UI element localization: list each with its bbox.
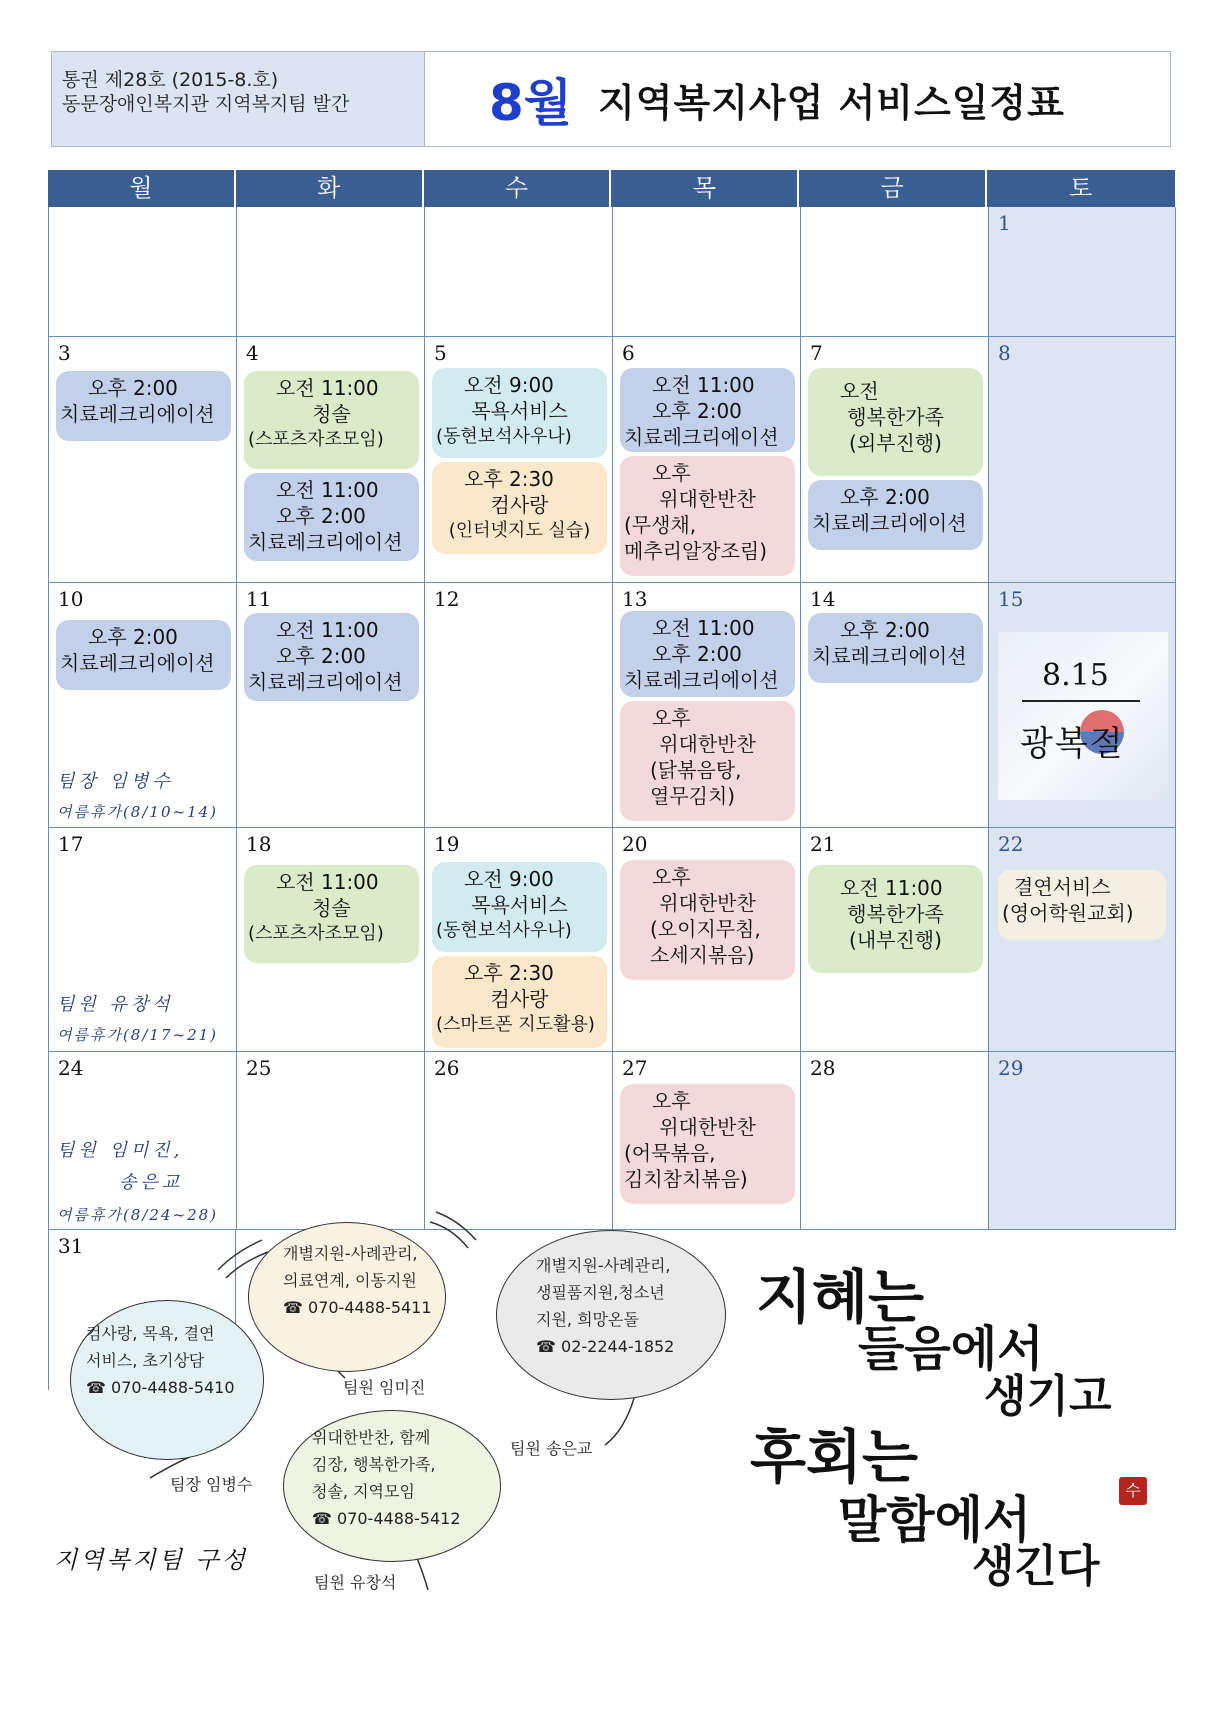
day-cell-12 (425, 583, 613, 828)
event-time: 오후 2:00 (88, 376, 178, 400)
week-row-3 (48, 583, 1175, 828)
team-section-title: 지역복지팀 구성 (54, 1546, 248, 1574)
event-detail: (내부진행) (849, 928, 942, 952)
day-number: 8 (998, 341, 1011, 365)
phone-number: ☎ 070-4488-5410 (86, 1378, 235, 1397)
duty-line: 개별지원-사례관리, (283, 1244, 418, 1263)
team-lead-caption: 팀장 임병수 (170, 1475, 253, 1494)
newsletter-header (51, 51, 1171, 147)
week-row-4 (48, 828, 1175, 1052)
vacation-name: 팀장 임병수 (57, 771, 174, 792)
day-number: 12 (434, 587, 460, 611)
event-time: 오전 9:00 (464, 867, 554, 891)
divider (1022, 700, 1140, 702)
event-title: 위대한반찬 (659, 732, 756, 756)
day-number: 31 (58, 1234, 84, 1258)
event-detail: (스포츠자조모임) (248, 429, 384, 450)
event-detail: (영어학원교회) (1002, 901, 1134, 925)
callig-line-2: 들음에서 (858, 1321, 1044, 1377)
event-rec-therapy (56, 620, 231, 690)
day-number: 22 (998, 832, 1024, 856)
event-detail: (어묵볶음, (624, 1141, 716, 1165)
event-title: 목욕서비스 (471, 399, 568, 423)
day-cell-4 (237, 337, 425, 583)
schedule-calendar (48, 170, 1175, 1390)
duty-line: 의료연계, 이동지원 (283, 1271, 417, 1290)
event-cheongsol (244, 371, 419, 469)
weekday-sat: 토 (987, 170, 1175, 207)
event-rec-therapy (620, 611, 795, 697)
event-title: 행복한가족 (847, 902, 944, 926)
day-number: 24 (58, 1056, 84, 1080)
duty-line: 위대한반찬, 함께 (312, 1428, 431, 1447)
callig-line-3: 생기고 (984, 1371, 1112, 1422)
duty-line: 생필품지원,청소년 (536, 1283, 665, 1302)
event-time: 오후 2:00 (652, 642, 742, 666)
event-detail: (스마트폰 지도활용) (436, 1014, 595, 1035)
day-cell-8 (989, 337, 1176, 583)
event-bath-service (432, 862, 607, 952)
day-cell-29 (989, 1052, 1176, 1230)
event-detail: (스포츠자조모임) (248, 923, 384, 944)
day-number: 5 (434, 341, 447, 365)
event-title: 치료레크리에이션 (248, 530, 403, 554)
event-title: 치료레크리에이션 (812, 644, 967, 668)
event-happy-family (808, 865, 983, 973)
event-rec-therapy (620, 368, 795, 452)
day-cell-27 (613, 1052, 801, 1230)
holiday-date: 8.15 (1042, 658, 1109, 693)
day-number: 27 (622, 1056, 648, 1080)
weekday-thu: 목 (611, 170, 799, 207)
duty-line: 청솔, 지역모임 (312, 1482, 415, 1501)
day-cell-1 (989, 207, 1176, 337)
day-number: 10 (58, 587, 84, 611)
title-block (424, 52, 1170, 146)
duty-line: 지원, 희망온돌 (536, 1310, 639, 1329)
day-cell-28 (801, 1052, 989, 1230)
day-number: 20 (622, 832, 648, 856)
day-number: 18 (246, 832, 272, 856)
event-time: 오전 11:00 (276, 478, 379, 502)
event-detail: (동현보석사우나) (436, 920, 572, 941)
event-title: 치료레크리에이션 (812, 511, 967, 535)
event-sponsorship (998, 870, 1166, 940)
day-cell-empty (49, 207, 237, 337)
day-number: 17 (58, 832, 84, 856)
liberation-day-image (998, 632, 1168, 800)
day-cell-19 (425, 828, 613, 1052)
day-number: 28 (810, 1056, 836, 1080)
member-2-duties (312, 1424, 461, 1532)
day-number: 3 (58, 341, 71, 365)
week-row-5 (48, 1052, 1175, 1230)
event-computer-class (432, 462, 607, 554)
event-title: 치료레크리에이션 (60, 402, 215, 426)
event-side-dish (620, 1084, 795, 1204)
phone-number: ☎ 070-4488-5411 (283, 1298, 432, 1317)
event-title: 치료레크리에이션 (60, 651, 215, 675)
event-title: 치료레크리에이션 (248, 670, 403, 694)
day-cell-14 (801, 583, 989, 828)
day-cell-3 (49, 337, 237, 583)
event-time: 오후 2:00 (276, 644, 366, 668)
day-number-holiday: 15 (998, 587, 1024, 611)
day-cell-7 (801, 337, 989, 583)
vacation-name: 팀원 유창석 (57, 994, 174, 1015)
week-row-2 (48, 337, 1175, 583)
event-time: 오전 11:00 (652, 616, 755, 640)
event-title: 치료레크리에이션 (624, 668, 779, 692)
event-detail: (오이지무침, (650, 917, 761, 941)
event-detail: 메추리알장조림) (624, 539, 768, 563)
weekday-wed: 수 (424, 170, 612, 207)
event-time: 오후 (652, 461, 691, 485)
week-row-1 (48, 207, 1175, 337)
weekday-mon: 월 (48, 170, 236, 207)
duty-line: 서비스, 초기상담 (86, 1351, 205, 1370)
event-time: 오전 11:00 (652, 373, 755, 397)
day-number: 7 (810, 341, 823, 365)
event-time: 오전 11:00 (276, 618, 379, 642)
day-number: 21 (810, 832, 836, 856)
day-number: 19 (434, 832, 460, 856)
event-happy-family (808, 368, 983, 476)
vacation-name: 송은교 (119, 1172, 184, 1193)
callig-line-6: 생긴다 (972, 1541, 1100, 1592)
event-computer-class (432, 956, 607, 1048)
event-title: 위대한반찬 (659, 891, 756, 915)
event-bath-service (432, 368, 607, 458)
holiday-name: 광복절 (1020, 724, 1125, 764)
event-rec-therapy (56, 371, 231, 441)
event-time: 오후 2:30 (464, 961, 554, 985)
phone-number: ☎ 02-2244-1852 (536, 1337, 675, 1356)
event-detail: 소세지볶음) (650, 943, 755, 967)
day-number: 1 (998, 211, 1011, 235)
day-number: 6 (622, 341, 635, 365)
event-title: 목욕서비스 (471, 893, 568, 917)
day-cell-empty (425, 207, 613, 337)
day-cell-25 (237, 1052, 425, 1230)
event-title: 컴사랑 (490, 987, 549, 1011)
member-2-caption: 팀원 유창석 (314, 1573, 397, 1592)
event-time: 오후 2:00 (840, 485, 930, 509)
weekday-fri: 금 (799, 170, 987, 207)
month-label: 8월 (489, 74, 573, 132)
event-title: 청솔 (312, 896, 351, 920)
event-time: 오후 (652, 1089, 691, 1113)
day-cell-21 (801, 828, 989, 1052)
day-cell-10 (49, 583, 237, 828)
callig-line-1: 지혜는 (756, 1263, 925, 1331)
event-time: 오후 2:00 (276, 504, 366, 528)
day-cell-17 (49, 828, 237, 1052)
event-detail: (무생채, (624, 513, 697, 537)
day-cell-empty (801, 207, 989, 337)
event-time: 오전 9:00 (464, 373, 554, 397)
day-number: 11 (246, 587, 272, 611)
day-cell-15 (989, 583, 1176, 828)
day-cell-empty (237, 207, 425, 337)
event-time: 오전 11:00 (276, 870, 379, 894)
event-title: 컴사랑 (490, 493, 549, 517)
day-cell-13 (613, 583, 801, 828)
issue-number: 통권 제28호 (2015-8.호) (62, 69, 279, 91)
day-number: 14 (810, 587, 836, 611)
event-rec-therapy (244, 613, 419, 701)
day-cell-empty (613, 207, 801, 337)
event-time: 오후 2:00 (840, 618, 930, 642)
event-time: 오후 (652, 865, 691, 889)
day-number: 26 (434, 1056, 460, 1080)
day-number: 29 (998, 1056, 1024, 1080)
event-rec-therapy (244, 473, 419, 561)
day-cell-24 (49, 1052, 237, 1230)
member-1-caption: 팀원 임미진 (343, 1378, 426, 1397)
event-side-dish (620, 456, 795, 576)
duty-line: 컴사랑, 목욕, 결연 (86, 1324, 215, 1343)
member-3-caption: 팀원 송은교 (510, 1439, 593, 1458)
weekday-header (48, 170, 1175, 207)
event-detail: (외부진행) (849, 431, 942, 455)
event-detail: (인터넷지도 실습) (448, 520, 591, 541)
event-side-dish (620, 701, 795, 821)
event-cheongsol (244, 865, 419, 963)
event-title: 위대한반찬 (659, 1115, 756, 1139)
day-cell-20 (613, 828, 801, 1052)
event-side-dish (620, 860, 795, 980)
event-detail: (닭볶음탕, (650, 758, 742, 782)
event-time: 오후 2:00 (652, 399, 742, 423)
duty-line: 김장, 행복한가족, (312, 1455, 436, 1474)
vacation-period: 여름휴가(8/24~28) (57, 1206, 219, 1224)
event-title: 행복한가족 (847, 405, 944, 429)
event-detail: 김치참치볶음) (624, 1167, 748, 1191)
event-title: 청솔 (312, 402, 351, 426)
day-cell-18 (237, 828, 425, 1052)
day-number: 4 (246, 341, 259, 365)
day-cell-26 (425, 1052, 613, 1230)
duty-line: 개별지원-사례관리, (536, 1256, 671, 1275)
day-cell-5 (425, 337, 613, 583)
event-time: 오전 11:00 (840, 876, 943, 900)
weekday-tue: 화 (236, 170, 424, 207)
event-time: 오전 (840, 379, 879, 403)
team-lead-duties (86, 1320, 235, 1401)
event-detail: 열무김치) (650, 784, 736, 808)
event-title: 치료레크리에이션 (624, 425, 779, 449)
issue-info (52, 52, 424, 146)
vacation-period: 여름휴가(8/10~14) (57, 803, 219, 821)
day-cell-11 (237, 583, 425, 828)
event-title: 결연서비스 (1014, 875, 1111, 899)
event-time: 오전 11:00 (276, 376, 379, 400)
day-cell-6 (613, 337, 801, 583)
event-time: 오후 2:00 (88, 625, 178, 649)
event-rec-therapy (808, 480, 983, 550)
callig-line-4: 후회는 (750, 1423, 919, 1491)
seal-stamp: 수 (1119, 1477, 1147, 1505)
member-1-duties (283, 1240, 432, 1321)
day-cell-22 (989, 828, 1176, 1052)
event-title: 위대한반찬 (659, 487, 756, 511)
event-rec-therapy (808, 613, 983, 683)
event-detail: (동현보석사우나) (436, 426, 572, 447)
phone-number: ☎ 070-4488-5412 (312, 1509, 461, 1528)
day-number: 13 (622, 587, 648, 611)
vacation-period: 여름휴가(8/17~21) (57, 1026, 219, 1044)
vacation-name: 팀원 임미진, (57, 1140, 184, 1161)
member-3-duties (536, 1252, 674, 1360)
event-time: 오후 (652, 706, 691, 730)
day-number: 25 (246, 1056, 272, 1080)
callig-line-5: 말함에서 (838, 1490, 1032, 1549)
page-title: 지역복지사업 서비스일정표 (598, 80, 1065, 125)
event-time: 오후 2:30 (464, 467, 554, 491)
publisher: 동문장애인복지관 지역복지팀 발간 (62, 93, 350, 115)
